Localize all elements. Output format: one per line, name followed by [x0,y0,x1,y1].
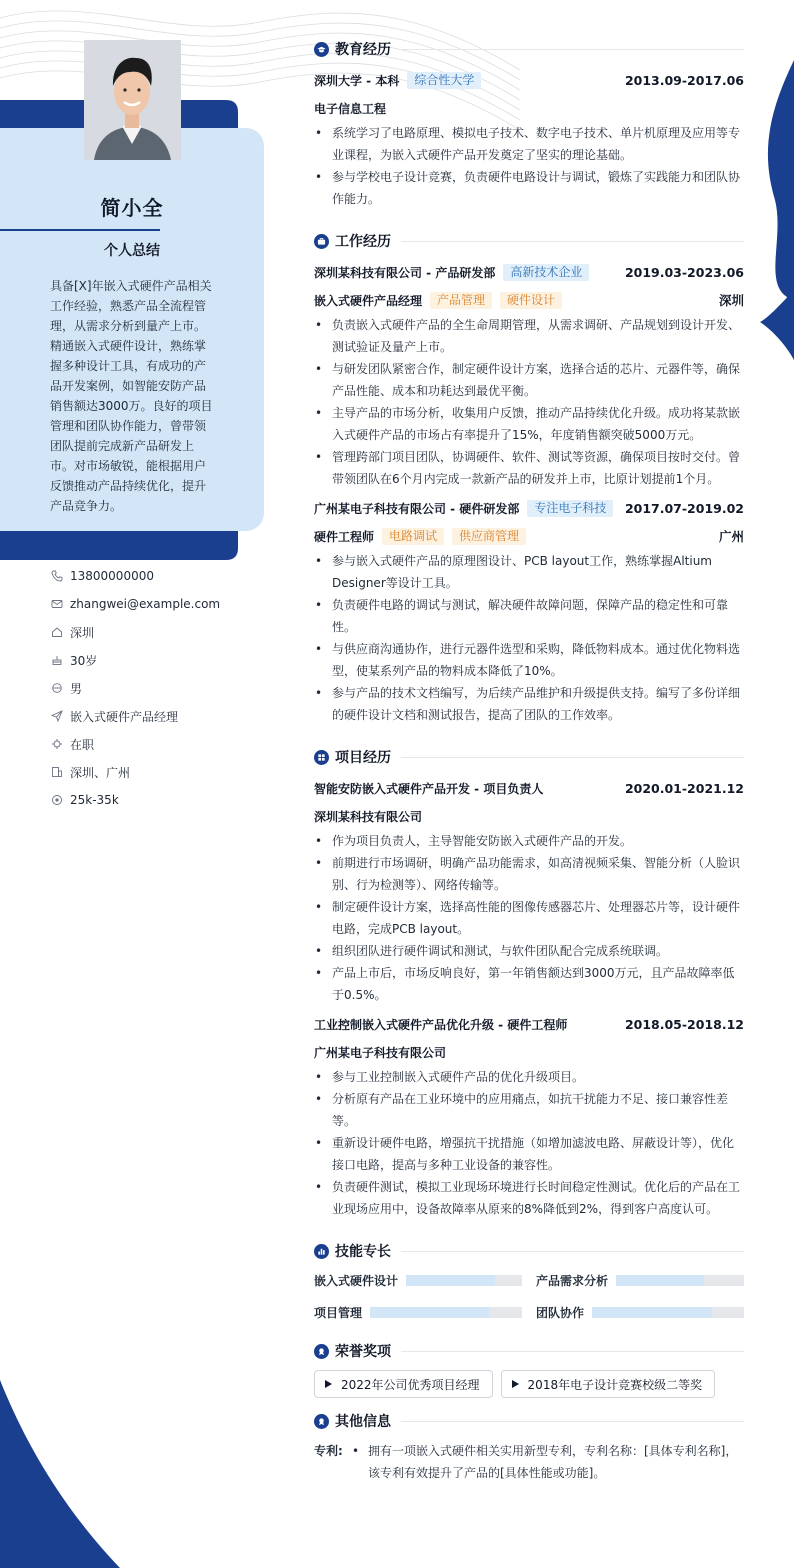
project-period: 2020.01-2021.12 [624,780,744,796]
award-list [314,1364,744,1398]
contact-list [50,562,260,814]
section-divider [401,757,744,758]
job-company: 广州某电子科技有限公司 - 硬件研发部 [314,501,520,516]
list-item: • 制定硬件设计方案，选择高性能的图像传感器芯片、处理器芯片等，设计硬件电路，完成PCB layout。 [314,896,744,940]
list-item: • 主导产品的市场分析，收集用户反馈，推动产品持续优化升级。成功将某款嵌入式硬件产品的市场占有率提升了15%，年度销售额突破5000万元。 [314,402,744,446]
other-header [314,1408,744,1434]
role-tag: 产品管理 [430,292,492,309]
contact-location-text: 深圳、广州 [70,765,131,780]
education-period: 2013.09-2017.06 [624,72,744,88]
skill-bar-fill [406,1275,495,1286]
list-item: • 组织团队进行硬件调试和测试，与软件团队配合完成系统联调。 [314,940,744,962]
award-icon [314,1344,329,1359]
project-name: 工业控制嵌入式硬件产品优化升级 - 硬件工程师 [314,1017,568,1032]
grid-icon [314,750,329,765]
skills-title: 技能专长 [335,1244,391,1260]
other-title: 其他信息 [335,1414,391,1430]
section-divider [401,1351,744,1352]
skill-bar [406,1275,522,1286]
project-entry [314,1010,744,1220]
briefcase-icon [314,234,329,249]
list-item: • 前期进行市场调研，明确产品功能需求，如高清视频采集、智能分析（人脸识别、行为检测等）、网络传输等。 [314,852,744,896]
projects-title: 项目经历 [335,750,391,766]
role-tag: 供应商管理 [452,528,526,545]
job-period: 2017.07-2019.02 [624,500,744,516]
skill-grid [314,1264,744,1328]
list-item: • 分析原有产品在工业环境中的应用痛点，如抗干扰能力不足、接口兼容性差等。 [314,1088,744,1132]
list-item: • 与供应商沟通协作，进行元器件选型和采购，降低物料成本。通过优化物料选型，使某系列产品的物料成本降低了10%。 [314,638,744,682]
contact-salary-text: 25k-35k [70,793,119,807]
phone-icon [50,570,63,583]
contact-status [50,730,260,758]
skill-item [536,1296,744,1328]
section-divider [401,1421,744,1422]
salary-icon [50,794,63,807]
list-item: • 负责硬件电路的调试与测试，解决硬件故障问题，保障产品的稳定性和可靠性。 [314,594,744,638]
list-item: • 参与产品的技术文档编写，为后续产品维护和升级提供支持。编写了多份详细的硬件设计文档和测试报告，提高了团队的工作效率。 [314,682,744,726]
award-label: 2018年电子设计竞赛校级二等奖 [527,1377,703,1392]
list-item: • 产品上市后，市场反响良好，第一年销售额达到3000万元，且产品故障率低于0.5%。 [314,962,744,1006]
list-item: • 参与嵌入式硬件产品的原理图设计、PCB layout工作，熟练掌握Altium Designer等设计工具。 [314,550,744,594]
project-company: 深圳某科技有限公司 [314,809,423,824]
section-divider [401,49,744,50]
education-row [314,66,744,94]
skill-bar [370,1307,522,1318]
info-icon [314,1414,329,1429]
education-bullets [314,122,744,210]
cake-icon [50,654,63,667]
list-item: • 系统学习了电路原理、模拟电子技术、数字电子技术、单片机原理及应用等专业课程，为嵌入式硬件产品开发奠定了坚实的理论基础。 [314,122,744,166]
project-name: 智能安防嵌入式硬件产品开发 - 项目负责人 [314,781,544,796]
projects-header [314,744,744,770]
awards-title: 荣誉奖项 [335,1344,391,1360]
name-divider [0,229,160,231]
section-divider [401,1251,744,1252]
list-item: • 作为项目负责人，主导智能安防嵌入式硬件产品的开发。 [314,830,744,852]
main-content [314,36,744,1484]
avatar [84,40,181,160]
project-company: 广州某电子科技有限公司 [314,1045,447,1060]
candidate-name: 简小全 [100,196,164,220]
list-item: • 参与学校电子设计竞赛，负责硬件电路设计与调试，锻炼了实践能力和团队协作能力。 [314,166,744,210]
work-header [314,228,744,254]
job-role: 嵌入式硬件产品经理 [314,293,423,308]
contact-email-text: zhangwei@example.com [70,597,221,611]
building-icon [50,766,63,779]
skill-name: 项目管理 [314,1305,363,1320]
contact-status-text: 在职 [70,737,95,752]
list-item: • 参与工业控制嵌入式硬件产品的优化升级项目。 [314,1066,744,1088]
contact-email[interactable] [50,590,260,618]
contact-age [50,646,260,674]
company-tag: 高新技术企业 [503,264,589,281]
skill-item [314,1264,522,1296]
patent-row [314,1434,744,1484]
skills-header [314,1238,744,1264]
contact-phone-text: 13800000000 [70,569,154,583]
contact-position [50,702,260,730]
project-bullets [314,1066,744,1220]
skill-bar [592,1307,744,1318]
job-role: 硬件工程师 [314,529,375,544]
patent-label: 专利: [314,1444,343,1458]
list-item: • 重新设计硬件电路，增强抗干扰措施（如增加滤波电路、屏蔽设计等），优化接口电路，提高与多种工业设备的兼容性。 [314,1132,744,1176]
work-title: 工作经历 [335,234,391,250]
project-period: 2018.05-2018.12 [624,1016,744,1032]
school-tag: 综合性大学 [407,72,481,89]
skill-item [314,1296,522,1328]
list-item: • 负责硬件测试，模拟工业现场环境进行长时间稳定性测试。优化后的产品在工业现场应用中，设备故障率从原来的8%降低到2%，得到客户高度认可。 [314,1176,744,1220]
education-title: 教育经历 [335,42,391,58]
contact-city-text: 深圳 [70,625,95,640]
summary-title: 个人总结 [104,243,160,259]
skill-name: 嵌入式硬件设计 [314,1273,399,1288]
profile-photo [84,40,181,160]
award-item [501,1370,716,1398]
major: 电子信息工程 [314,101,387,116]
send-icon [50,710,63,723]
award-label: 2022年公司优秀项目经理 [341,1377,480,1392]
job-city: 广州 [718,529,744,544]
status-icon [50,738,63,751]
awards-header [314,1338,744,1364]
contact-salary [50,786,260,814]
gender-icon [50,682,63,695]
list-item: • 负责嵌入式硬件产品的全生命周期管理，从需求调研、产品规划到设计开发、测试验证及量产上市。 [314,314,744,358]
job-city: 深圳 [718,293,744,308]
job-company: 深圳某科技有限公司 - 产品研发部 [314,265,496,280]
skill-name: 产品需求分析 [536,1273,609,1288]
skill-item [536,1264,744,1296]
graduation-cap-icon [314,42,329,57]
school-name: 深圳大学 - 本科 [314,73,400,88]
contact-location [50,758,260,786]
job-entry [314,258,744,490]
skill-bar-fill [370,1307,489,1318]
contact-city [50,618,260,646]
role-tag: 硬件设计 [500,292,562,309]
job-entry [314,494,744,726]
play-icon [512,1380,519,1388]
role-tag: 电路调试 [382,528,444,545]
project-entry [314,774,744,1006]
skill-bar-fill [592,1307,712,1318]
contact-phone[interactable] [50,562,260,590]
job-period: 2019.03-2023.06 [624,264,744,280]
home-icon [50,626,63,639]
play-icon [325,1380,332,1388]
skill-bar [616,1275,744,1286]
job-bullets [314,550,744,726]
contact-gender [50,674,260,702]
mail-icon [50,598,63,611]
contact-age-text: 30岁 [70,653,98,668]
award-item [314,1370,493,1398]
list-item: • 管理跨部门项目团队，协调硬件、软件、测试等资源，确保项目按时交付。曾带领团队在6个月内完成一款新产品的研发并上市，比原计划提前1个月。 [314,446,744,490]
skill-name: 团队协作 [536,1305,585,1320]
list-item: • 与研发团队紧密合作，制定硬件设计方案，选择合适的芯片、元器件等，确保产品性能、成本和功耗达到最优平衡。 [314,358,744,402]
job-bullets [314,314,744,490]
education-header [314,36,744,62]
patent-text: • 拥有一项嵌入式硬件相关实用新型专利，专利名称：[具体专利名称]，该专利有效提升了产品的[具体性能或功能]。 [350,1440,744,1484]
summary-text: 具备[X]年嵌入式硬件产品相关工作经验，熟悉产品全流程管理，从需求分析到量产上市。精通嵌入式硬件设计，熟练掌握多种设计工具，有成功的产品开发案例，如智能安防产品销售额达3000万。良好的项目管理和团队协作能力，曾带领团队提前完成新产品研发上市。对市场敏锐，能根据用户反馈推动产品持续优化，提升产品竞争力。 [50,279,213,513]
section-divider [401,241,744,242]
contact-gender-text: 男 [70,681,83,696]
bar-chart-icon [314,1244,329,1259]
skill-bar-fill [616,1275,704,1286]
company-tag: 专注电子科技 [527,500,613,517]
major-row [314,94,744,122]
project-bullets [314,830,744,1006]
contact-position-text: 嵌入式硬件产品经理 [70,709,179,724]
